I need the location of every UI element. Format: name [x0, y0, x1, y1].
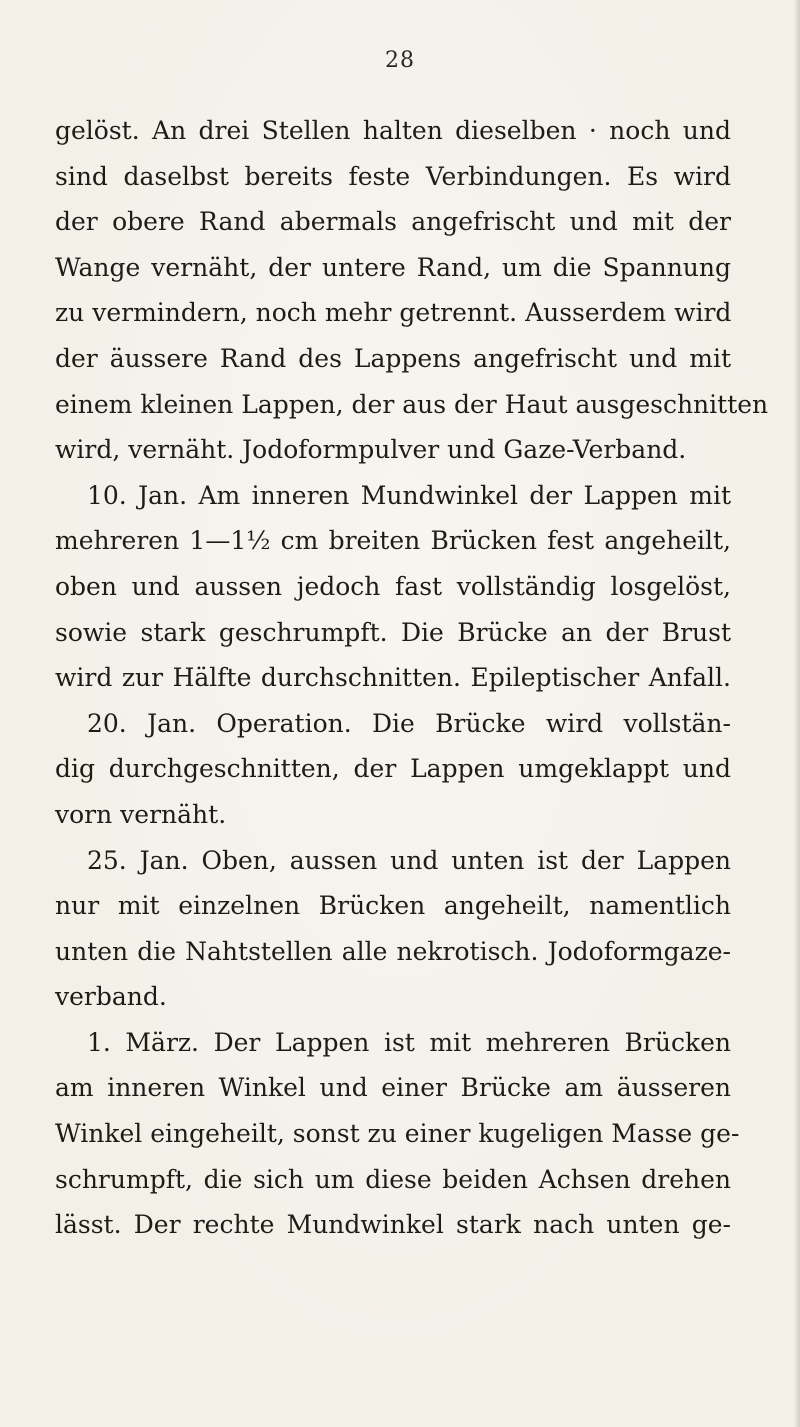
text-line: zu vermindern, noch mehr getrennt. Ausserdem wird — [55, 298, 732, 328]
text-line: der äussere Rand des Lappens angefrischt und mit — [55, 343, 731, 373]
text-line: unten die Nahtstellen alle nekrotisch. Jodoformgaze- — [55, 936, 731, 966]
text-line: lässt. Der rechte Mundwinkel stark nach unten ge- — [55, 1210, 731, 1240]
text-line: einem kleinen Lappen, der aus der Haut ausgeschnitten — [55, 389, 769, 419]
text-line: der obere Rand abermals angefrischt und mit der — [55, 207, 731, 237]
text-line: Wange vernäht, der untere Rand, um die Spannung — [55, 252, 731, 282]
text-line: mehreren 1—1½ cm breiten Brücken fest angeheilt, — [55, 526, 731, 556]
text-line-entry-start: 25. Jan. Oben, aussen und unten ist der Lappen — [87, 845, 731, 875]
text-line: am inneren Winkel und einer Brücke am äusseren — [55, 1073, 731, 1103]
text-line: dig durchgeschnitten, der Lappen umgeklappt und — [55, 754, 731, 784]
page-number: 28 — [385, 48, 415, 73]
text-line: Winkel eingeheilt, sonst zu einer kugeligen Masse ge- — [55, 1119, 740, 1149]
text-line: gelöst. An drei Stellen halten dieselben · noch und — [55, 116, 731, 145]
text-line: sowie stark geschrumpft. Die Brücke an der Brust — [55, 617, 731, 647]
text-line: nur mit einzelnen Brücken angeheilt, namentlich — [55, 891, 731, 921]
text-line: vorn vernäht. — [55, 799, 227, 829]
text-line: oben und aussen jedoch fast vollständig losgelöst, — [55, 571, 731, 601]
body-text — [55, 108, 769, 1248]
text-line: sind daselbst bereits feste Verbindungen. Es wird — [55, 161, 731, 191]
text-line: wird, vernäht. Jodoformpulver und Gaze-Verband. — [55, 435, 687, 465]
text-line-entry-start: 1. März. Der Lappen ist mit mehreren Brücken — [87, 1027, 731, 1057]
text-line: wird zur Hälfte durchschnitten. Epileptischer Anfall. — [55, 663, 731, 693]
page-edge-shadow — [794, 0, 800, 1427]
text-line-entry-start: 10. Jan. Am inneren Mundwinkel der Lappen mit — [87, 480, 731, 510]
text-line: schrumpft, die sich um diese beiden Achsen drehen — [55, 1164, 731, 1194]
text-line: verband. — [55, 982, 167, 1012]
text-line-entry-start: 20. Jan. Operation. Die Brücke wird vollstän- — [87, 708, 731, 738]
